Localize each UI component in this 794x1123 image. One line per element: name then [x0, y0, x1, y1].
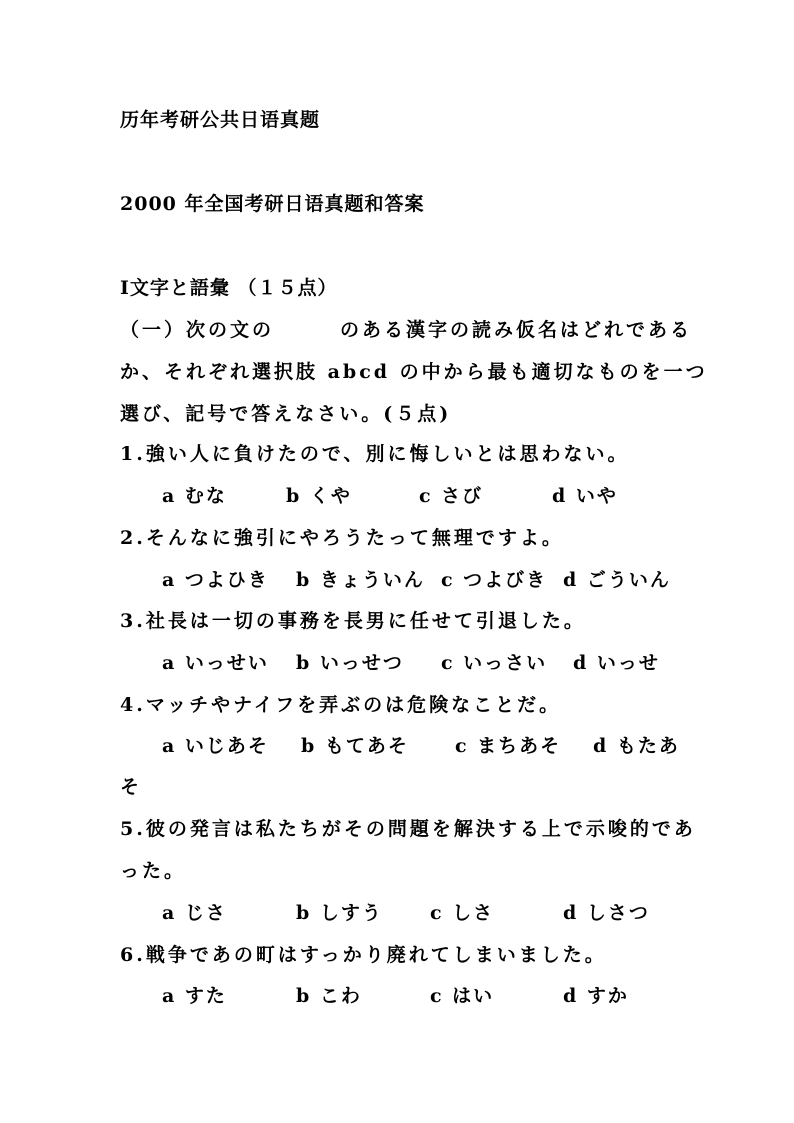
- option-a: a じさ: [162, 902, 227, 924]
- option-d: d もたあ: [593, 735, 680, 757]
- option-b: b くや: [286, 485, 352, 507]
- option-d: d いっせ: [573, 652, 660, 674]
- option-b: b いっせつ: [296, 652, 404, 674]
- question-options: [0, 481, 794, 507]
- question-options: [0, 648, 794, 674]
- question-options: [0, 565, 794, 591]
- option-a: a むな: [162, 485, 227, 507]
- option-d: d ごういん: [563, 569, 671, 591]
- instruction-line: （一）次の文の のある漢字の読み仮名はどれである: [120, 319, 693, 341]
- option-c: c しさ: [430, 902, 495, 924]
- document-title: 历年考研公共日语真题: [120, 109, 321, 131]
- option-b: b こわ: [296, 985, 362, 1007]
- question-stem: 6.戦争であの町はすっかり廃れてしまいました。: [120, 944, 607, 966]
- option-a: a すた: [162, 985, 227, 1007]
- option-d: d いや: [552, 485, 618, 507]
- document-subtitle: 2000 年全国考研日语真题和答案: [120, 193, 425, 215]
- question-stem-continued: った。: [120, 860, 187, 882]
- question-stem: 1.強い人に負けたので、別に悔しいとは思わない。: [120, 443, 630, 465]
- option-c: c つよびき: [441, 569, 548, 591]
- option-b: b もてあそ: [301, 735, 409, 757]
- option-d: d しさつ: [563, 902, 650, 924]
- option-wrap: そ: [120, 776, 141, 798]
- question-stem: 5.彼の発言は私たちがその問題を解決する上で示唆的であ: [120, 818, 696, 840]
- option-c: c さび: [419, 485, 484, 507]
- question-stem: 3.社長は一切の事務を長男に任せて引退した。: [120, 610, 586, 632]
- option-a: a いじあそ: [162, 735, 269, 757]
- question-options: [0, 731, 794, 757]
- question-stem: 2.そんなに強引にやろうたって無理ですよ。: [120, 527, 564, 549]
- instruction-line: か、それぞれ選択肢 abcd の中から最も適切なものを一つ: [120, 361, 708, 383]
- option-a: a つよひき: [162, 569, 269, 591]
- question-options: [0, 981, 794, 1007]
- option-d: d すか: [563, 985, 629, 1007]
- instruction-line: 選び、記号で答えなさい。(５点): [120, 403, 452, 425]
- option-b: b しすう: [296, 902, 383, 924]
- option-c: c はい: [430, 985, 495, 1007]
- option-b: b きょういん: [296, 569, 425, 591]
- section-heading: Ⅰ文字と語彙 （１５点）: [120, 277, 338, 299]
- option-c: c まちあそ: [455, 735, 562, 757]
- option-a: a いっせい: [162, 652, 269, 674]
- question-options: [0, 898, 794, 924]
- option-c: c いっさい: [441, 652, 548, 674]
- question-stem: 4.マッチやナイフを弄ぶのは危険なことだ。: [120, 694, 562, 716]
